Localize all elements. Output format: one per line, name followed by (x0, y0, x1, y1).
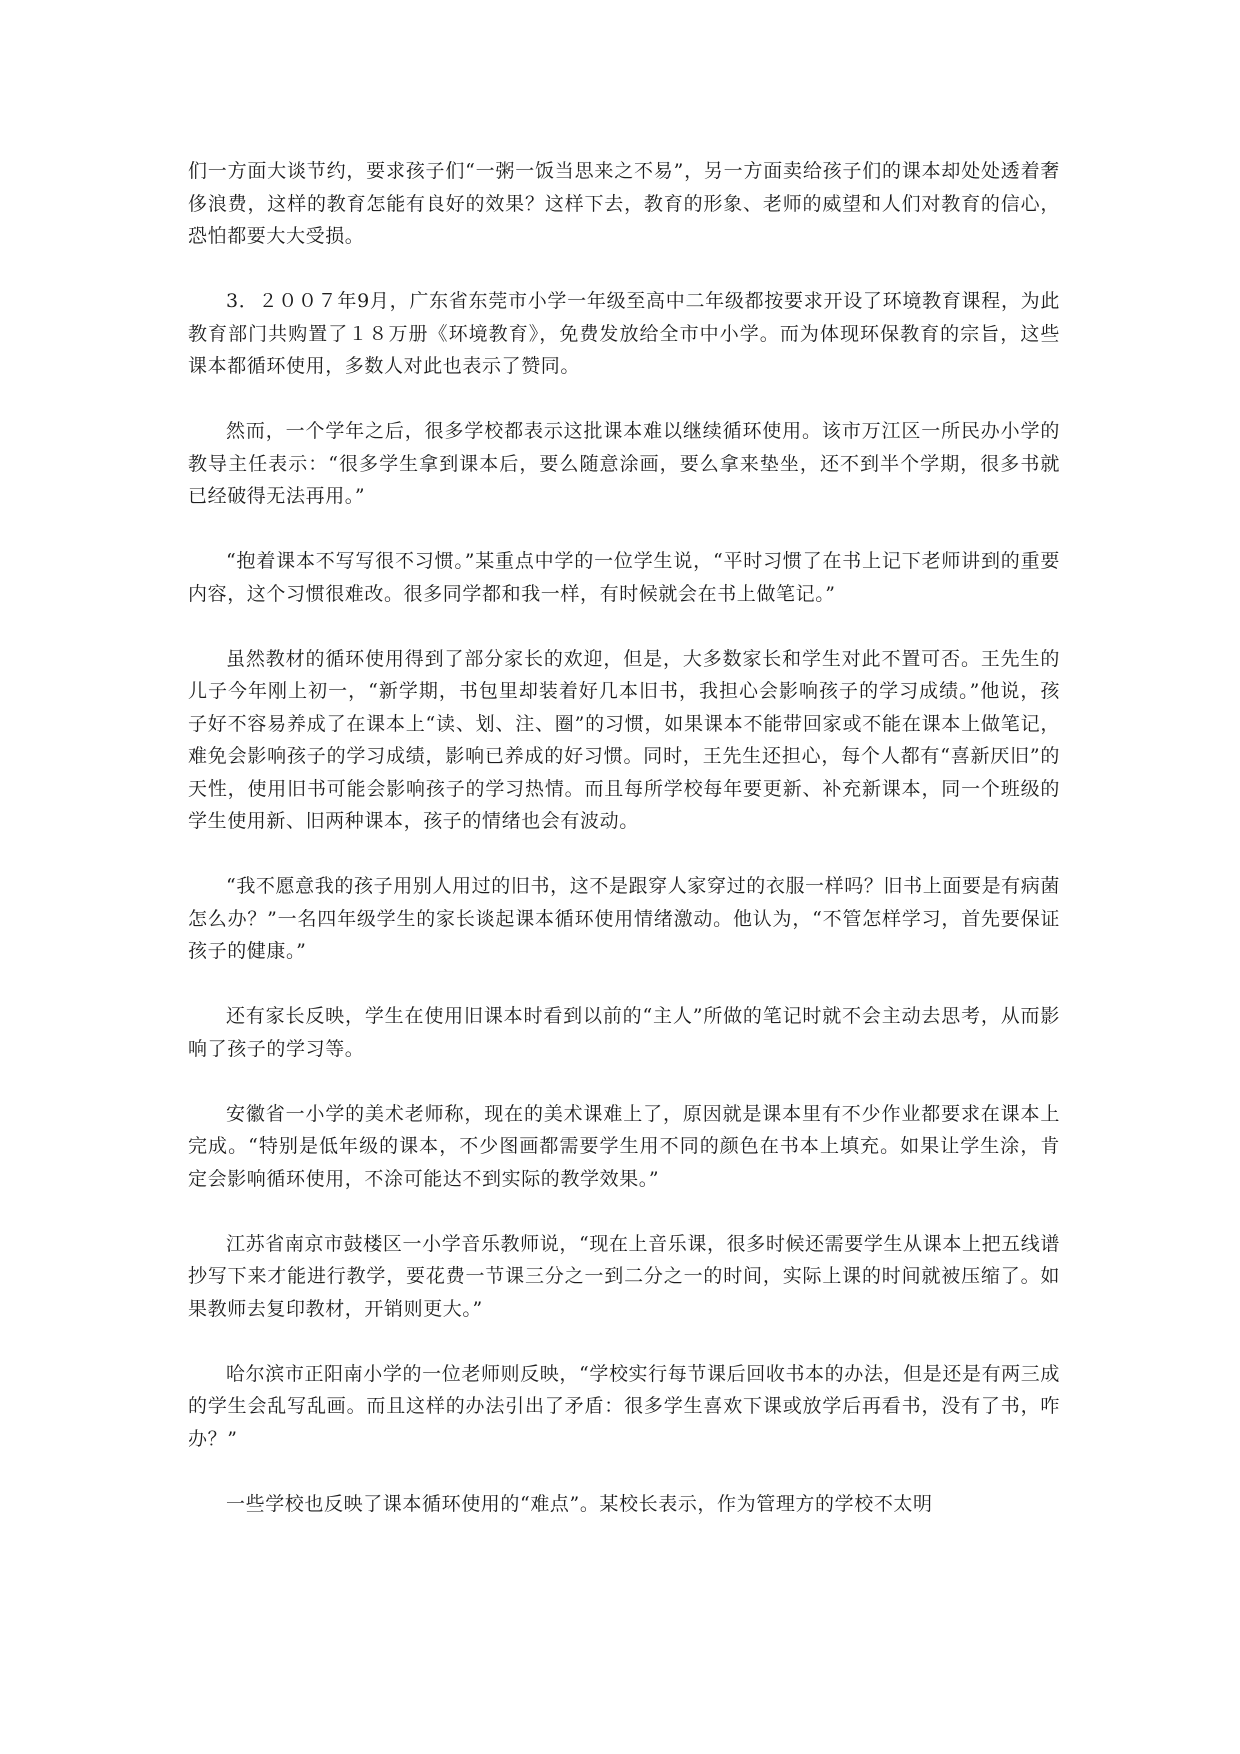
paragraph-1: 们一方面大谈节约，要求孩子们“一粥一饭当思来之不易”，另一方面卖给孩子们的课本却处处透着奢侈浪费，这样的教育怎能有良好的效果？这样下去，教育的形象、老师的威望和人们对教育的信心，恐怕都要大大受损。 (188, 160, 1060, 247)
paragraph-9: 江苏省南京市鼓楼区一小学音乐教师说，“现在上音乐课，很多时候还需要学生从课本上把五线谱抄写下来才能进行教学，要花费一节课三分之一到二分之一的时间，实际上课的时间就被压缩了。如果教师去复印教材，开销则更大。” (188, 1232, 1060, 1320)
paragraph-7: 还有家长反映，学生在使用旧课本时看到以前的“主人”所做的笔记时就不会主动去思考，从而影响了孩子的学习等。 (188, 1005, 1060, 1060)
paragraph-10: 哈尔滨市正阳南小学的一位老师则反映，“学校实行每节课后回收书本的办法，但是还是有两三成的学生会乱写乱画。而且这样的办法引出了矛盾：很多学生喜欢下课或放学后再看书，没有了书，咋办？” (188, 1362, 1060, 1450)
paragraph-2: 3．２００７年9月，广东省东莞市小学一年级至高中二年级都按要求开设了环境教育课程，为此教育部门共购置了１８万册《环境教育》，免费发放给全市中小学。而为体现环保教育的宗旨，这些课本都循环使用，多数人对此也表示了赞同。 (188, 290, 1060, 377)
paragraph-6: “我不愿意我的孩子用别人用过的旧书，这不是跟穿人家穿过的衣服一样吗？旧书上面要是有病菌怎么办？”一名四年级学生的家长谈起课本循环使用情绪激动。他认为，“不管怎样学习，首先要保证孩子的健康。” (188, 875, 1060, 962)
paragraph-3: 然而，一个学年之后，很多学校都表示这批课本难以继续循环使用。该市万江区一所民办小学的教导主任表示：“很多学生拿到课本后，要么随意涂画，要么拿来垫坐，还不到半个学期，很多书就已经破得无法再用。” (188, 420, 1060, 507)
paragraph-8: 安徽省一小学的美术老师称，现在的美术课难上了，原因就是课本里有不少作业都要求在课本上完成。“特别是低年级的课本，不少图画都需要学生用不同的颜色在书本上填充。如果让学生涂，肯定会影响循环使用，不涂可能达不到实际的教学效果。” (188, 1102, 1060, 1190)
document-body (188, 155, 1060, 1520)
paragraph-11: 一些学校也反映了课本循环使用的“难点”。某校长表示，作为管理方的学校不太明 (226, 1492, 933, 1515)
paragraph-5: 虽然教材的循环使用得到了部分家长的欢迎，但是，大多数家长和学生对此不置可否。王先生的儿子今年刚上初一，“新学期，书包里却装着好几本旧书，我担心会影响孩子的学习成绩。”他说，孩子好不容易养成了在课本上“读、划、注、圈”的习惯，如果课本不能带回家或不能在课本上做笔记，难免会影响孩子的学习成绩，影响已养成的好习惯。同时，王先生还担心，每个人都有“喜新厌旧”的天性，使用旧书可能会影响孩子的学习热情。而且每所学校每年要更新、补充新课本，同一个班级的学生使用新、旧两种课本，孩子的情绪也会有波动。 (188, 647, 1060, 832)
paragraph-4: “抱着课本不写写很不习惯。”某重点中学的一位学生说，“平时习惯了在书上记下老师讲到的重要内容，这个习惯很难改。很多同学都和我一样，有时候就会在书上做笔记。” (188, 550, 1060, 605)
